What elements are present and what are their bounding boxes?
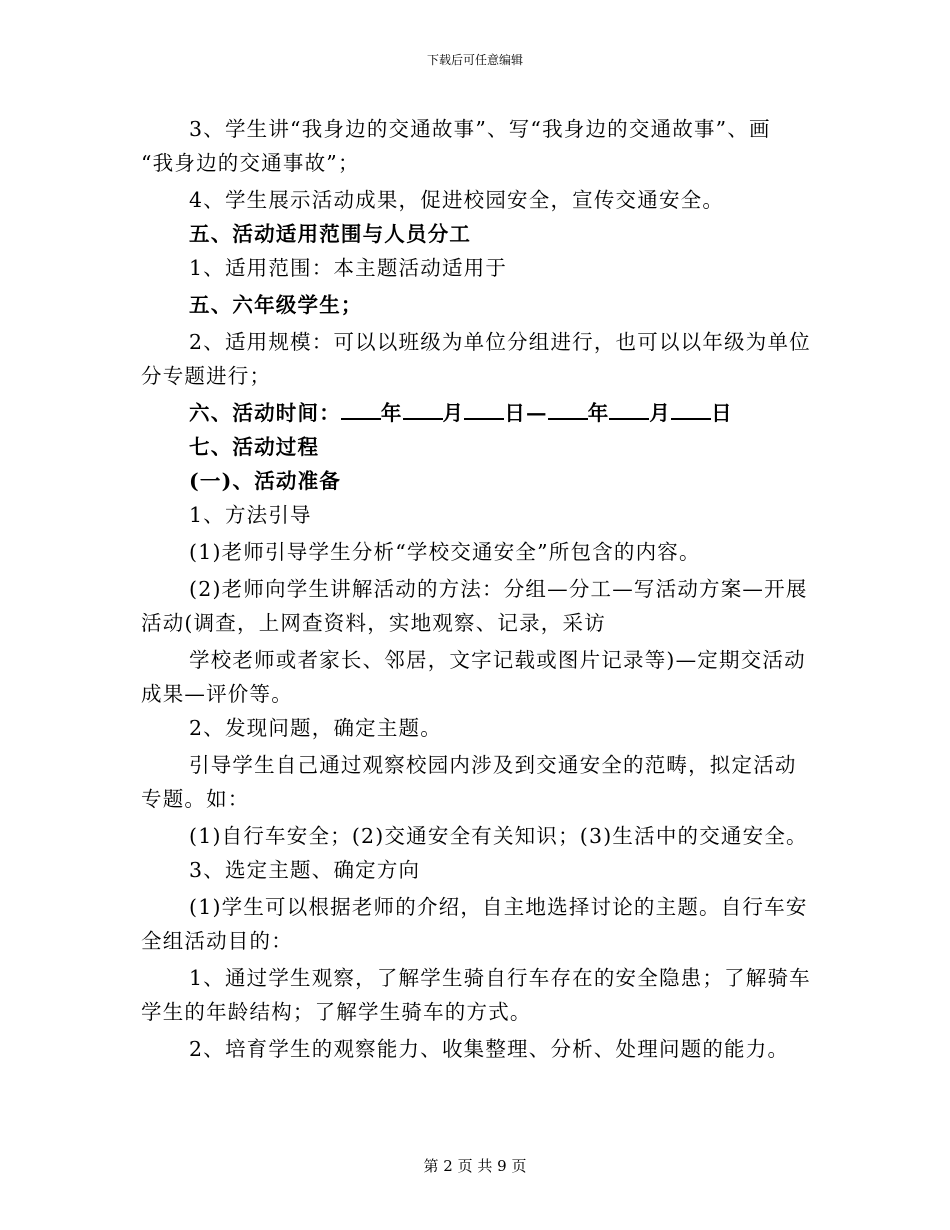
paragraph-item-4: 4、学生展示活动成果，促进校园安全，宣传交通安全。 [189,188,725,212]
month-char-end: 月 [649,401,672,425]
paragraph-method-1: (1)老师引导学生分析“学校交通安全”所包含的内容。 [189,540,701,564]
paragraph-goal-1-cont: 学生的年龄结构；了解学生骑车的方式。 [141,1000,532,1024]
day-char-end: 日 [711,401,733,425]
page-footer: 第 2 页 共 9 页 [423,1157,527,1175]
section-heading-7: 七、活动过程 [189,435,320,459]
paragraph-method-2-more: 学校老师或者家长、邻居，文字记载或图片记录等)—定期交活动 [189,648,806,672]
paragraph-guide-cont: 专题。如： [141,787,250,811]
section-heading-time [141,396,811,430]
paragraph-method-2: (2)老师向学生讲解活动的方法：分组—分工—写活动方案—开展 [189,577,808,601]
year-blank-end [548,400,588,420]
paragraph-topics: (1)自行车安全；(2)交通安全有关知识；(3)生活中的交通安全。 [189,824,808,848]
paragraph-scope: 1、适用范围：本主题活动适用于 [189,256,508,280]
paragraph-select-1: (1)学生可以根据老师的介绍，自主地选择讨论的主题。自行车安 [189,895,808,919]
section-heading-5: 五、活动适用范围与人员分工 [189,222,472,246]
paragraph-scale: 2、适用规模：可以以班级为单位分组进行，也可以以年级为单位 [189,330,811,354]
year-blank-start [341,400,381,420]
paragraph-method-2-end: 成果—评价等。 [141,682,293,706]
paragraph-item-3: 3、学生讲“我身边的交通故事”、写“我身边的交通故事”、画 [189,117,771,141]
paragraph-method: 1、方法引导 [189,503,312,527]
subsection-heading-prep: (一)、活动准备 [189,469,341,493]
month-blank-start [403,400,443,420]
paragraph-find-problem: 2、发现问题，确定主题。 [189,716,442,740]
paragraph-select-topic: 3、选定主题、确定方向 [189,858,421,882]
day-blank-end [671,400,711,420]
time-label: 六、活动时间： [189,401,341,425]
section-heading-grades: 五、六年级学生； [189,293,363,317]
paragraph-select-1-cont: 全组活动目的： [141,929,293,953]
paragraph-method-2-cont: 活动(调查，上网查资料，实地观察、记录，采访 [141,611,606,635]
year-char-end: 年 [587,401,610,425]
month-char: 月 [442,401,465,425]
year-char: 年 [380,401,403,425]
paragraph-item-3-cont: “我身边的交通事故”； [141,151,360,175]
paragraph-goal-2: 2、培育学生的观察能力、收集整理、分析、处理问题的能力。 [189,1037,790,1061]
day-blank-start [464,400,504,420]
date-range-dash: — [526,401,548,425]
document-body [141,112,811,1066]
paragraph-guide: 引导学生自己通过观察校园内涉及到交通安全的范畴，拟定活动 [189,753,797,777]
day-char: 日 [504,401,527,425]
page-header: 下载后可任意编辑 [426,53,523,67]
paragraph-goal-1: 1、通过学生观察，了解学生骑自行车存在的安全隐患；了解骑车 [189,966,811,990]
month-blank-end [609,400,649,420]
paragraph-scale-cont: 分专题进行； [141,364,272,388]
